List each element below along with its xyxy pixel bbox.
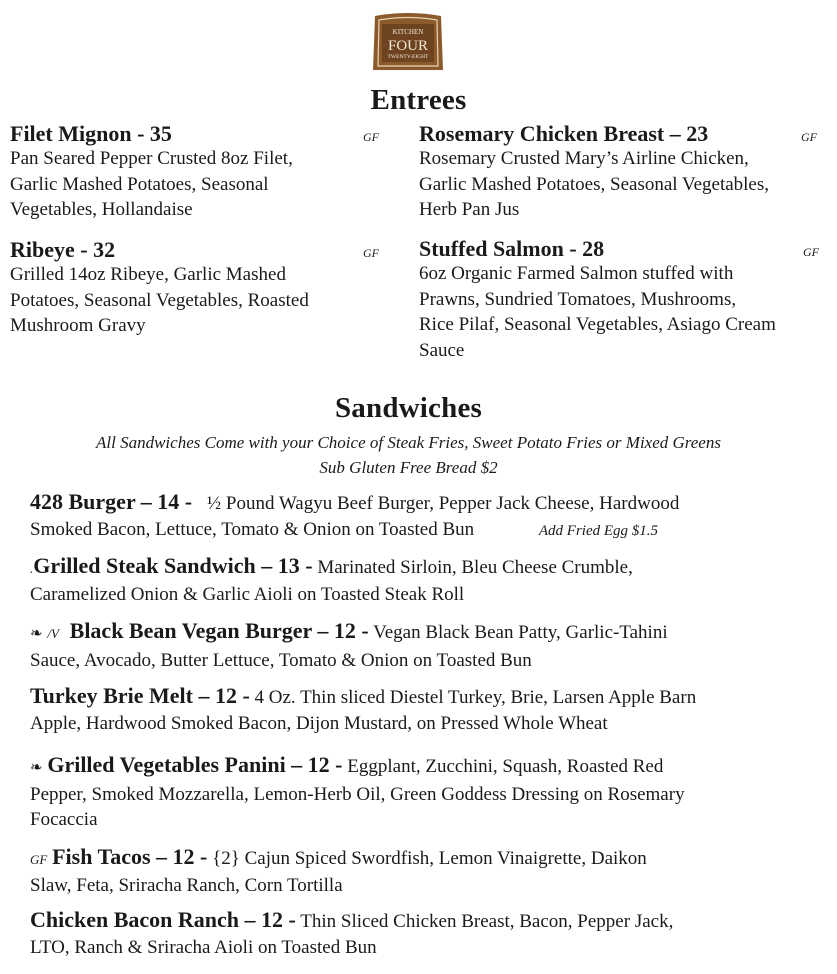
entree-desc-line: Potatoes, Seasonal Vegetables, Roasted: [10, 289, 309, 311]
entree-desc-line: Garlic Mashed Potatoes, Seasonal Vegetables,: [419, 173, 770, 195]
sandwich-name: Chicken Bacon Ranch – 12 -: [30, 907, 296, 932]
sandwich-black-bean-vegan: [30, 618, 820, 673]
sandwiches-title: Sandwiches: [334, 392, 483, 424]
gluten-free-note: Sub Gluten Free Bread $2: [319, 458, 498, 477]
entree-desc-line: Prawns, Sundried Tomatoes, Mushrooms,: [419, 288, 737, 310]
sandwich-desc: Apple, Hardwood Smoked Bacon, Dijon Mustard, on Pressed Whole Wheat: [30, 712, 608, 734]
sandwich-grilled-steak: [30, 553, 820, 607]
entree-desc-line: Garlic Mashed Potatoes, Seasonal: [10, 173, 269, 195]
entree-desc-line: 6oz Organic Farmed Salmon stuffed with: [419, 263, 734, 284]
sandwich-desc: Caramelized Onion & Garlic Aioli on Toasted Steak Roll: [30, 583, 465, 605]
sandwich-turkey-brie-melt: [30, 683, 820, 736]
sandwich-desc: LTO, Ranch & Sriracha Aioli on Toasted Bun: [30, 936, 377, 958]
sandwich-chicken-bacon-ranch: [30, 907, 820, 960]
entree-filet-mignon: [10, 121, 380, 223]
entree-name: Filet Mignon - 35: [10, 121, 172, 146]
addon-note: Add Fried Egg $1.5: [538, 522, 659, 539]
sandwich-desc: Slaw, Feta, Sriracha Ranch, Corn Tortilla: [30, 874, 343, 896]
logo-line2: FOUR: [387, 38, 429, 54]
gf-tag: GF: [803, 245, 819, 259]
sandwich-name: 428 Burger – 14 -: [30, 489, 193, 514]
entree-desc-line: Sauce: [419, 339, 465, 359]
sandwich-desc: ½ Pound Wagyu Beef Burger, Pepper Jack Cheese, Hardwood: [206, 493, 680, 514]
entree-desc-line: Rosemary Crusted Mary’s Airline Chicken,: [419, 148, 749, 169]
sandwich-prefix: /V: [47, 626, 59, 641]
logo-line1: KITCHEN: [392, 28, 424, 36]
entree-desc-line: Pan Seared Pepper Crusted 8oz Filet,: [10, 148, 293, 169]
sandwich-desc: Smoked Bacon, Lettuce, Tomato & Onion on Toasted Bun: [30, 518, 475, 540]
sandwich-name: Grilled Vegetables Panini – 12 -: [47, 752, 343, 777]
gf-tag: GF: [363, 130, 379, 144]
sandwich-desc: Marinated Sirloin, Bleu Cheese Crumble,: [317, 557, 633, 578]
sandwich-desc: Pepper, Smoked Mozzarella, Lemon-Herb Oil, Green Goddess Dressing on Rosemary: [30, 783, 685, 805]
sandwich-name: Grilled Steak Sandwich – 13 -: [33, 553, 313, 578]
entree-rosemary-chicken: [419, 121, 829, 223]
sides-note: All Sandwiches Come with your Choice of Steak Fries, Sweet Potato Fries or Mixed Greens: [96, 433, 721, 452]
sandwich-desc: Vegan Black Bean Patty, Garlic-Tahini: [373, 622, 668, 643]
leaf-icon: ❧: [30, 760, 43, 776]
sandwich-fish-tacos: [30, 844, 820, 898]
entree-name: Ribeye - 32: [10, 237, 116, 262]
sandwich-desc: Sauce, Avocado, Butter Lettuce, Tomato & Onion on Toasted Bun: [30, 649, 532, 671]
leaf-icon: ❧: [30, 626, 43, 642]
entree-desc-line: Herb Pan Jus: [419, 199, 520, 220]
sandwich-428-burger: [30, 489, 820, 544]
sandwich-grilled-vegetables-panini: [30, 752, 820, 833]
entree-name: Rosemary Chicken Breast – 23: [419, 121, 709, 146]
entrees-title: Entrees: [370, 84, 467, 116]
sandwich-name: Turkey Brie Melt – 12 -: [30, 683, 250, 708]
entree-stuffed-salmon: [419, 236, 829, 359]
entree-ribeye: [10, 237, 380, 339]
restaurant-logo: [369, 12, 447, 74]
sandwich-desc: {2} Cajun Spiced Swordfish, Lemon Vinaigrette, Daikon: [212, 848, 647, 869]
entree-desc-line: Vegetables, Hollandaise: [10, 199, 193, 220]
gf-tag: GF: [363, 246, 379, 260]
sandwich-desc: 4 Oz. Thin sliced Diestel Turkey, Brie, Larsen Apple Barn: [254, 687, 697, 708]
entree-desc-line: Grilled 14oz Ribeye, Garlic Mashed: [10, 264, 286, 285]
sandwich-name: Fish Tacos – 12 -: [52, 844, 208, 869]
gf-tag: GF: [30, 852, 48, 867]
gf-tag: GF: [801, 130, 817, 144]
sandwich-desc: Focaccia: [30, 809, 98, 830]
sandwich-desc: Eggplant, Zucchini, Squash, Roasted Red: [347, 756, 664, 777]
sandwich-prefix: .: [30, 561, 34, 576]
entree-desc-line: Rice Pilaf, Seasonal Vegetables, Asiago Cream: [419, 314, 776, 335]
sandwich-name: Black Bean Vegan Burger – 12 -: [69, 618, 369, 643]
entree-name: Stuffed Salmon - 28: [419, 236, 605, 261]
sandwich-desc: Thin Sliced Chicken Breast, Bacon, Pepper Jack,: [300, 911, 674, 932]
entree-desc-line: Mushroom Gravy: [10, 315, 146, 336]
logo-line3: TWENTY-EIGHT: [387, 54, 429, 60]
